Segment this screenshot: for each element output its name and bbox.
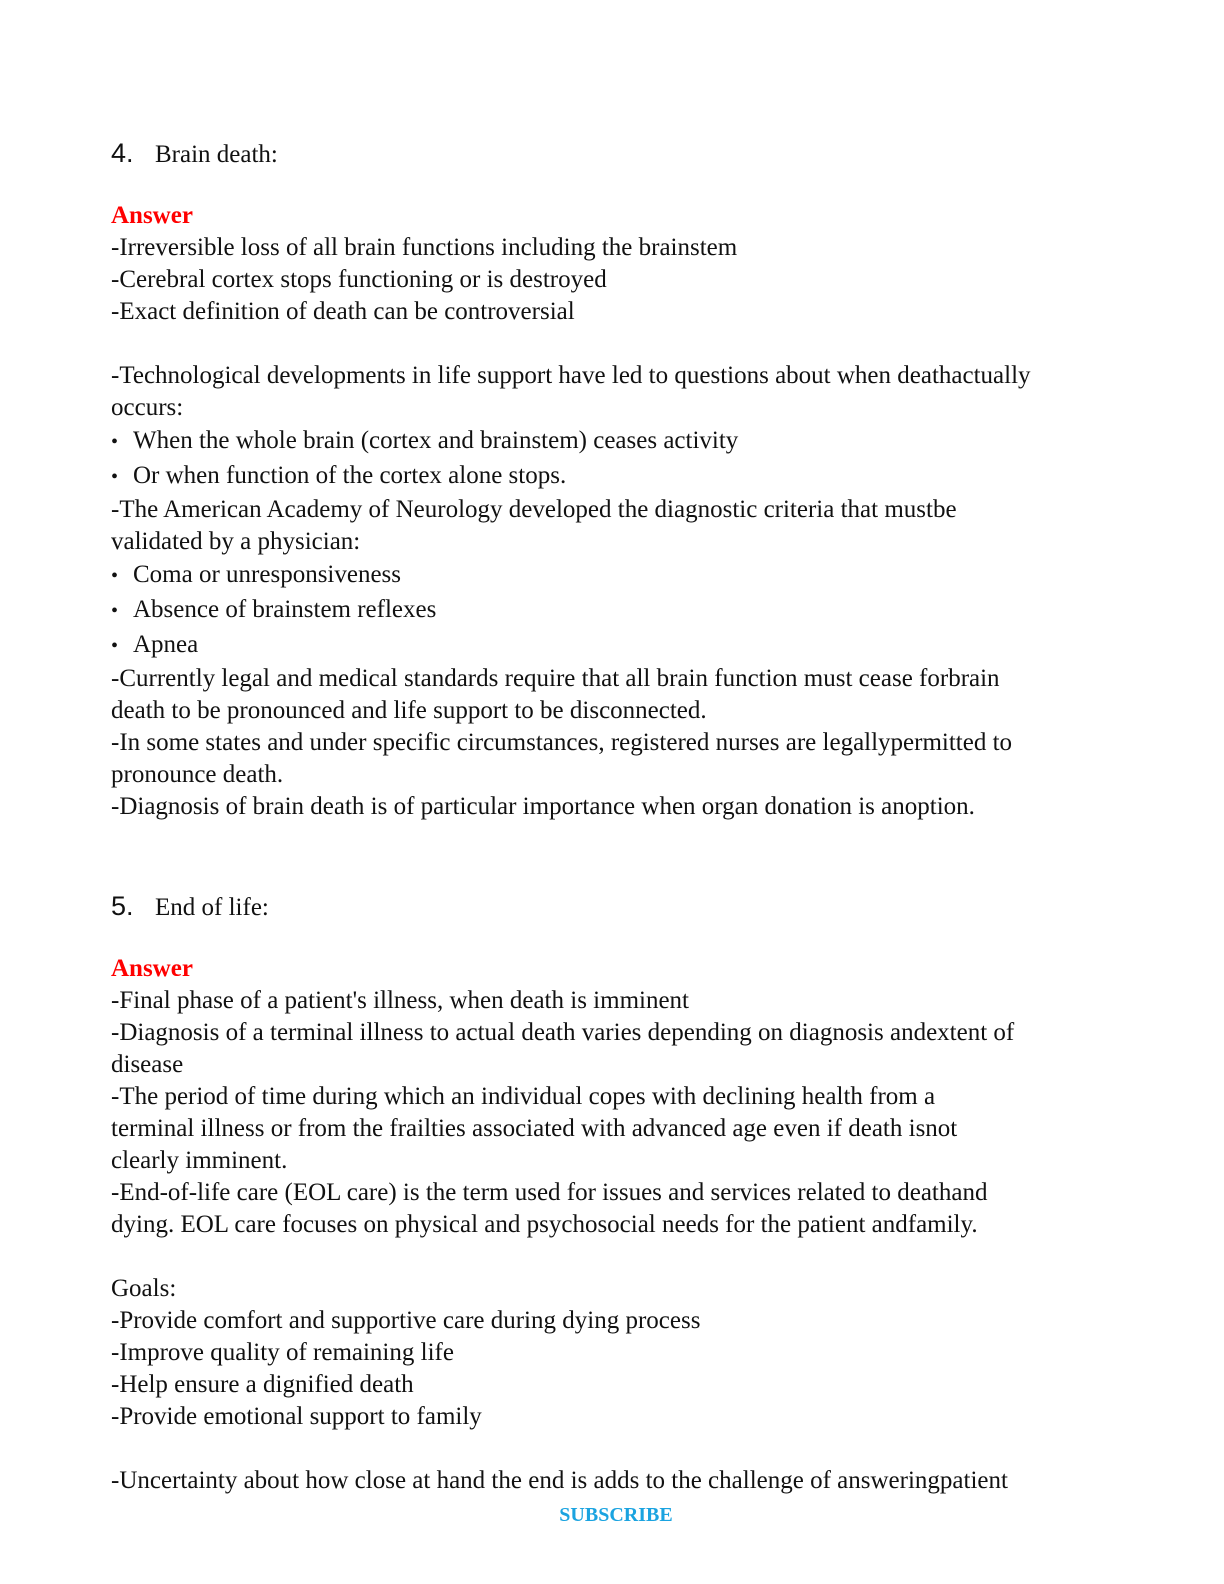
answer-line: -Cerebral cortex stops functioning or is destroyed [111, 266, 607, 293]
question-title: Brain death: [155, 141, 278, 168]
answer-line: -Exact definition of death can be controversial [111, 298, 575, 325]
answer-label: Answer [111, 202, 193, 229]
goal-item: -Provide emotional support to family [111, 1403, 482, 1430]
answer-line: occurs: [111, 394, 184, 421]
answer-line: -In some states and under specific circumstances, registered nurses are legallypermitted to [111, 729, 1013, 756]
question-5-heading [111, 889, 1131, 923]
answer-line: -The American Academy of Neurology developed the diagnostic criteria that mustbe [111, 496, 957, 523]
bullet-icon: • [111, 635, 119, 657]
answer-line: clearly imminent. [111, 1147, 288, 1174]
answer-line: dying. EOL care focuses on physical and psychosocial needs for the patient andfamily. [111, 1211, 978, 1238]
answer-line: -Final phase of a patient's illness, when death is imminent [111, 987, 690, 1014]
answer-line: validated by a physician: [111, 528, 361, 555]
bullet-item: • Coma or unresponsiveness [111, 558, 1131, 593]
bullet-item: • Absence of brainstem reflexes [111, 593, 1131, 628]
bullet-item: • When the whole brain (cortex and brainstem) ceases activity [111, 424, 1131, 459]
answer-line: -Diagnosis of brain death is of particular importance when organ donation is anoption. [111, 793, 975, 820]
bullet-icon: • [111, 466, 119, 488]
goal-item: -Help ensure a dignified death [111, 1371, 414, 1398]
answer-line: -Uncertainty about how close at hand the end is adds to the challenge of answeringpatient [111, 1467, 1008, 1494]
bullet-icon: • [111, 431, 119, 453]
answer-line: pronounce death. [111, 761, 284, 788]
answer-line: -Diagnosis of a terminal illness to actual death varies depending on diagnosis andextent of [111, 1019, 1015, 1046]
subscribe-link[interactable]: SUBSCRIBE [559, 1504, 673, 1526]
answer-line: disease [111, 1051, 184, 1078]
bullet-icon: • [111, 565, 119, 587]
goal-item: -Improve quality of remaining life [111, 1339, 454, 1366]
document-page [111, 136, 1131, 1497]
bullet-item: • Apnea [111, 628, 1131, 663]
question-number: 5. [111, 891, 134, 921]
goals-label: Goals: [111, 1275, 177, 1302]
answer-line: -Currently legal and medical standards require that all brain function must cease forbrain [111, 665, 1000, 692]
answer-line: terminal illness or from the frailties associated with advanced age even if death isnot [111, 1115, 958, 1142]
answer-line: -End-of-life care (EOL care) is the term used for issues and services related to deathand [111, 1179, 988, 1206]
answer-line: -The period of time during which an individual copes with declining health from a [111, 1083, 936, 1110]
answer-line: -Technological developments in life support have led to questions about when deathactually [111, 362, 1031, 389]
answer-line: death to be pronounced and life support to be disconnected. [111, 697, 707, 724]
goal-item: -Provide comfort and supportive care during dying process [111, 1307, 701, 1334]
bullet-icon: • [111, 600, 119, 622]
answer-line: -Irreversible loss of all brain functions including the brainstem [111, 234, 738, 261]
answer-label: Answer [111, 955, 193, 982]
bullet-item: • Or when function of the cortex alone stops. [111, 459, 1131, 494]
question-title: End of life: [155, 894, 269, 921]
question-4-heading [111, 136, 1131, 170]
question-number: 4. [111, 138, 134, 168]
